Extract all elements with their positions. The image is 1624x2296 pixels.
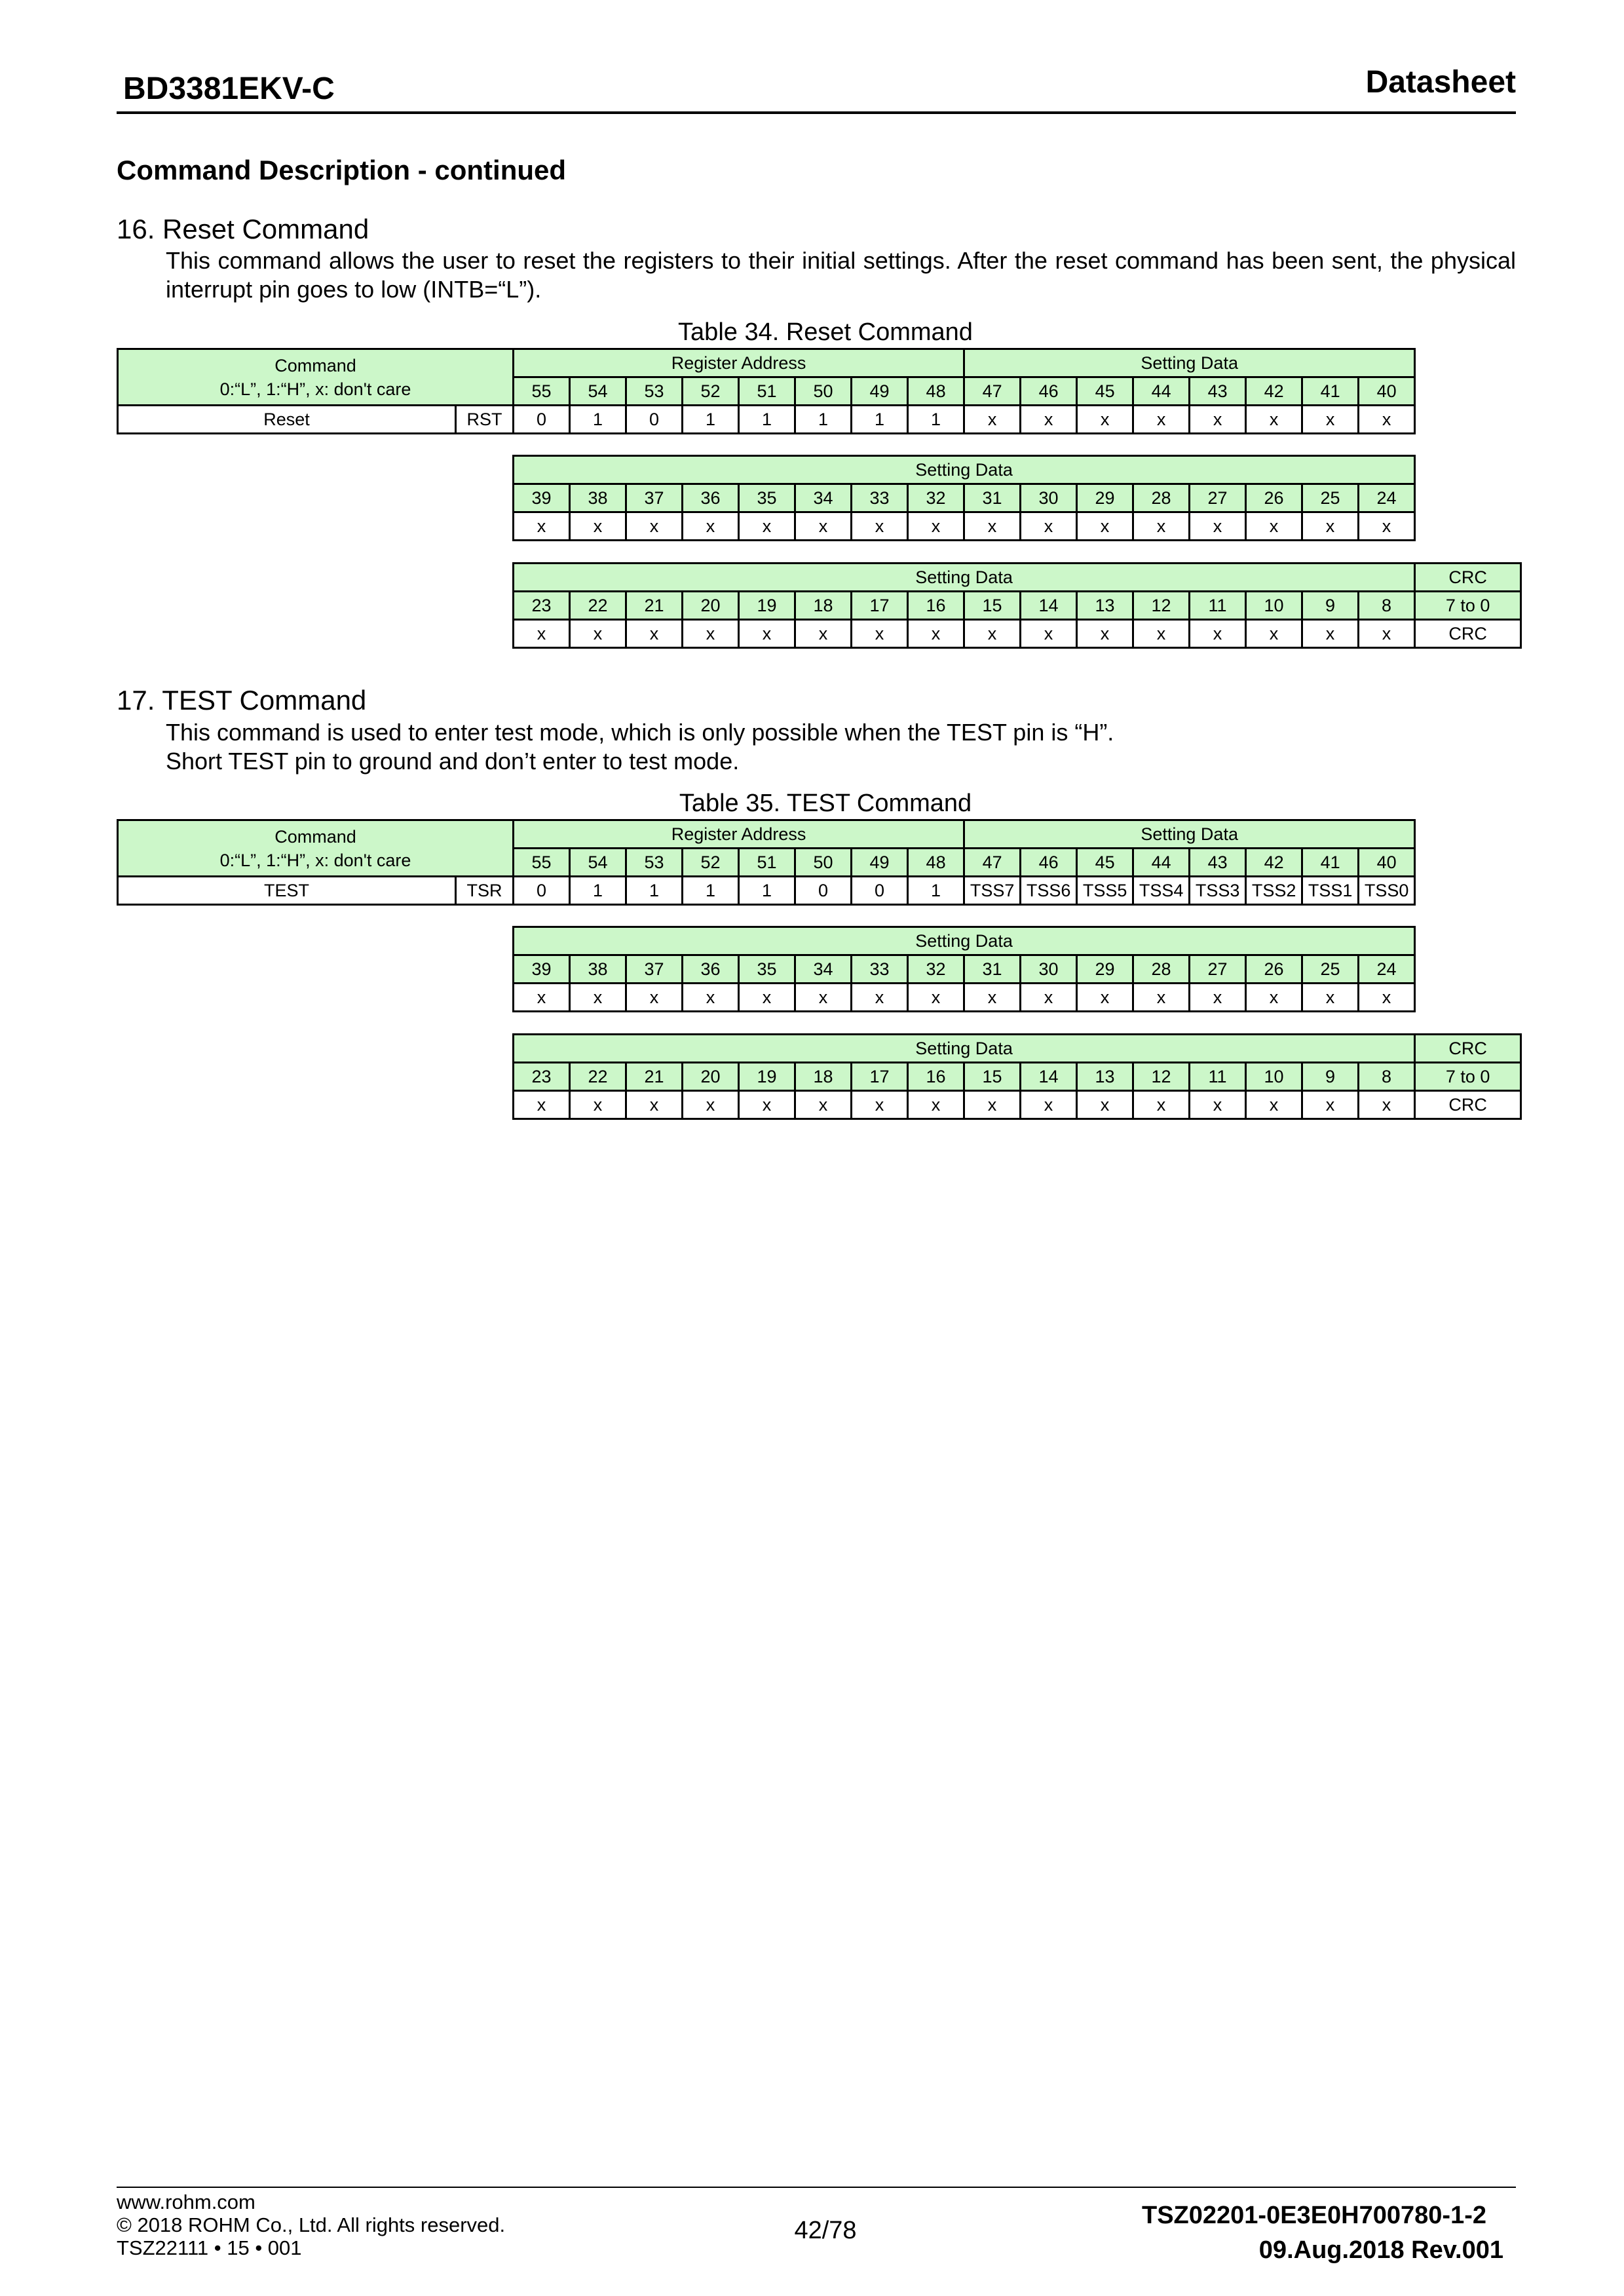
bit-number: 41 [1302,377,1359,406]
bit-value: 0 [514,406,570,434]
bit-value: x [908,620,964,648]
bit-value: x [1077,1091,1133,1119]
bit-number: 34 [795,955,852,984]
bit-number: 54 [570,377,626,406]
register-address-header: Register Address [514,349,964,377]
bit-number: 44 [1133,849,1190,877]
bit-number: 35 [739,484,795,512]
bit-number: 36 [683,484,739,512]
bit-value: 1 [570,877,626,905]
bit-number: 21 [626,592,683,620]
bit-number: 12 [1133,592,1190,620]
bit-number: 23 [514,592,570,620]
crc-bit-range: 7 to 0 [1415,1063,1521,1091]
bit-value: x [852,984,908,1012]
bit-number: 16 [908,592,964,620]
bit-number: 37 [626,955,683,984]
bit-number: 41 [1302,849,1359,877]
bit-value: 1 [626,877,683,905]
bit-value: x [908,1091,964,1119]
test-setting-data-table-1 [512,926,1416,1012]
bit-value: x [626,1091,683,1119]
crc-value: CRC [1415,1091,1521,1119]
bit-number: 43 [1190,377,1246,406]
bit-number: 51 [739,849,795,877]
bit-value-row [514,1091,1521,1119]
reset-heading: 16. Reset Command [117,214,369,244]
footer-website[interactable]: www.rohm.com [117,2191,255,2213]
test-table-caption: Table 35. TEST Command [679,790,972,817]
bit-value: x [1246,984,1302,1012]
bit-number: 51 [739,377,795,406]
bit-value: 1 [795,406,852,434]
bit-value: x [1302,620,1359,648]
bit-value: 1 [683,406,739,434]
bit-value: x [570,620,626,648]
revision: 09.Aug.2018 Rev.001 [1258,2236,1503,2264]
bit-value: 1 [739,877,795,905]
reset-setting-data-crc-table [512,562,1522,649]
test-setting-data-crc-table [512,1033,1522,1120]
bit-number-row [514,1063,1521,1091]
bit-number: 53 [626,849,683,877]
bit-number: 32 [908,955,964,984]
bit-value: 1 [683,877,739,905]
command-header: Command 0:“L”, 1:“H”, x: don't care [118,820,514,877]
bit-value: x [570,1091,626,1119]
bit-number: 55 [514,849,570,877]
bit-value: 0 [626,406,683,434]
bit-number: 52 [683,849,739,877]
bit-value-row [514,512,1415,541]
bit-number: 19 [739,592,795,620]
bit-number: 25 [1302,484,1359,512]
setting-data-header: Setting Data [514,456,1415,484]
bit-number-row [514,592,1521,620]
test-body-line-1: This command is used to enter test mode, which is only possible when the TEST pin is “H”. [166,719,1114,746]
document-number: TSZ02201-0E3E0H700780-1-2 [1141,2202,1486,2229]
bit-value: TSS2 [1246,877,1302,905]
bit-number: 48 [908,849,964,877]
bit-number: 27 [1190,955,1246,984]
footer-copyright: © 2018 ROHM Co., Ltd. All rights reserved. [117,2213,506,2236]
bit-number: 29 [1077,484,1133,512]
setting-data-header: Setting Data [514,927,1415,955]
bit-number: 9 [1302,592,1359,620]
bit-number: 21 [626,1063,683,1091]
bit-number: 55 [514,377,570,406]
bit-value: x [683,1091,739,1119]
bit-value: x [1021,984,1077,1012]
bit-value: x [1133,406,1190,434]
bit-number: 54 [570,849,626,877]
bit-value: 1 [570,406,626,434]
test-body-line-2: Short TEST pin to ground and don’t enter to test mode. [166,748,740,775]
footer-rule [117,2187,1516,2188]
bit-number: 10 [1246,1063,1302,1091]
command-name: TEST [118,877,456,905]
bit-number: 52 [683,377,739,406]
bit-value-row [118,406,1415,434]
bit-value-row [514,984,1415,1012]
bit-number: 17 [852,592,908,620]
setting-data-header: Setting Data [964,349,1415,377]
bit-number: 15 [964,1063,1021,1091]
bit-number: 46 [1021,377,1077,406]
bit-value: x [1077,406,1133,434]
bit-value: x [1190,406,1246,434]
setting-data-header: Setting Data [514,1035,1415,1063]
bit-value: x [626,512,683,541]
bit-value: x [1359,984,1415,1012]
bit-number: 49 [852,377,908,406]
bit-value: x [1246,620,1302,648]
command-code: RST [456,406,514,434]
bit-value: x [683,512,739,541]
bit-value: TSS3 [1190,877,1246,905]
bit-value: 0 [795,877,852,905]
bit-number: 32 [908,484,964,512]
bit-number: 26 [1246,955,1302,984]
bit-number: 33 [852,484,908,512]
command-code: TSR [456,877,514,905]
bit-value: x [626,620,683,648]
bit-value: TSS6 [1021,877,1077,905]
setting-data-header: Setting Data [514,564,1415,592]
bit-number: 46 [1021,849,1077,877]
bit-value: x [1359,406,1415,434]
bit-value: 0 [852,877,908,905]
bit-value: x [1190,512,1246,541]
bit-value: x [1021,620,1077,648]
bit-number: 23 [514,1063,570,1091]
bit-value: x [1021,1091,1077,1119]
bit-number: 13 [1077,592,1133,620]
bit-number: 22 [570,1063,626,1091]
bit-value: x [570,512,626,541]
bit-number: 20 [683,592,739,620]
bit-number: 24 [1359,955,1415,984]
page-number: 42/78 [794,2217,857,2244]
bit-value: x [739,512,795,541]
reset-command-table [117,348,1416,434]
bit-number: 45 [1077,377,1133,406]
bit-value: x [795,512,852,541]
bit-value: TSS0 [1359,877,1415,905]
bit-number: 43 [1190,849,1246,877]
bit-value: x [1302,984,1359,1012]
bit-value: x [739,620,795,648]
bit-number: 18 [795,1063,852,1091]
bit-number: 8 [1359,1063,1415,1091]
bit-number: 50 [795,849,852,877]
bit-value: TSS1 [1302,877,1359,905]
bit-number: 49 [852,849,908,877]
bit-number: 31 [964,484,1021,512]
bit-number: 39 [514,955,570,984]
bit-number: 12 [1133,1063,1190,1091]
crc-bit-range: 7 to 0 [1415,592,1521,620]
bit-number: 9 [1302,1063,1359,1091]
bit-value: x [852,620,908,648]
bit-number: 44 [1133,377,1190,406]
reset-table-caption: Table 34. Reset Command [678,318,973,346]
bit-value: TSS5 [1077,877,1133,905]
bit-value: x [795,984,852,1012]
bit-value-row [118,877,1415,905]
bit-value: 1 [908,877,964,905]
bit-value: TSS4 [1133,877,1190,905]
crc-header: CRC [1415,564,1521,592]
bit-number: 40 [1359,849,1415,877]
bit-value: 1 [739,406,795,434]
crc-header: CRC [1415,1035,1521,1063]
bit-number: 39 [514,484,570,512]
bit-number: 22 [570,592,626,620]
bit-value: x [1190,620,1246,648]
bit-number: 26 [1246,484,1302,512]
bit-value: x [570,984,626,1012]
bit-number: 11 [1190,1063,1246,1091]
bit-value: x [908,984,964,1012]
bit-value: x [1302,406,1359,434]
bit-value: x [964,406,1021,434]
bit-value: x [795,1091,852,1119]
bit-number: 47 [964,849,1021,877]
register-address-header: Register Address [514,820,964,849]
bit-value: x [964,1091,1021,1119]
bit-number: 13 [1077,1063,1133,1091]
crc-value: CRC [1415,620,1521,648]
bit-number: 50 [795,377,852,406]
bit-number: 29 [1077,955,1133,984]
bit-number: 11 [1190,592,1246,620]
bit-number: 38 [570,955,626,984]
bit-value: x [683,984,739,1012]
bit-value: x [795,620,852,648]
bit-number: 47 [964,377,1021,406]
test-heading: 17. TEST Command [117,685,367,716]
bit-value: x [1302,1091,1359,1119]
header-rule [117,111,1516,114]
bit-value: x [1302,512,1359,541]
bit-number: 34 [795,484,852,512]
bit-number: 36 [683,955,739,984]
bit-number: 25 [1302,955,1359,984]
part-number: BD3381EKV-C [123,71,335,106]
test-command-table [117,819,1416,906]
bit-number: 19 [739,1063,795,1091]
bit-number: 35 [739,955,795,984]
bit-value: x [1077,620,1133,648]
bit-number: 31 [964,955,1021,984]
bit-number: 28 [1133,955,1190,984]
bit-number: 27 [1190,484,1246,512]
bit-value: x [1359,620,1415,648]
bit-value: x [514,1091,570,1119]
bit-number-row [514,484,1415,512]
bit-value: x [1021,512,1077,541]
bit-value: x [908,512,964,541]
bit-number: 10 [1246,592,1302,620]
bit-value: TSS7 [964,877,1021,905]
bit-number: 40 [1359,377,1415,406]
bit-number: 17 [852,1063,908,1091]
bit-value: x [514,620,570,648]
section-title: Command Description - continued [117,155,567,185]
bit-number: 42 [1246,849,1302,877]
bit-value: x [1021,406,1077,434]
bit-value: x [1133,984,1190,1012]
bit-value: 1 [908,406,964,434]
bit-value: x [1359,1091,1415,1119]
reset-body: This command allows the user to reset the registers to their initial settings. After the reset command has been sent, the physical interrupt pin goes to low (INTB=“L”). [166,247,1516,303]
bit-value: x [1133,512,1190,541]
bit-value: x [964,512,1021,541]
bit-value: x [1077,512,1133,541]
bit-number: 38 [570,484,626,512]
bit-value: x [1190,1091,1246,1119]
bit-value: x [1077,984,1133,1012]
footer-form-code: TSZ22111 • 15 • 001 [117,2236,302,2259]
bit-value: x [514,512,570,541]
bit-value: x [852,1091,908,1119]
bit-value: x [626,984,683,1012]
bit-number: 33 [852,955,908,984]
bit-number: 30 [1021,955,1077,984]
bit-value: x [1246,512,1302,541]
bit-value: x [964,984,1021,1012]
bit-number: 20 [683,1063,739,1091]
bit-number: 14 [1021,1063,1077,1091]
bit-value-row [514,620,1521,648]
bit-number: 48 [908,377,964,406]
bit-value: x [1359,512,1415,541]
bit-number: 16 [908,1063,964,1091]
command-header: Command 0:“L”, 1:“H”, x: don't care [118,349,514,406]
bit-number: 42 [1246,377,1302,406]
reset-setting-data-table-1 [512,455,1416,541]
bit-number: 53 [626,377,683,406]
bit-value: x [514,984,570,1012]
bit-value: x [852,512,908,541]
document-type: Datasheet [1365,65,1516,100]
bit-number: 24 [1359,484,1415,512]
bit-number: 28 [1133,484,1190,512]
bit-number: 14 [1021,592,1077,620]
bit-value: x [739,1091,795,1119]
bit-value: x [964,620,1021,648]
command-name: Reset [118,406,456,434]
bit-number: 37 [626,484,683,512]
setting-data-header: Setting Data [964,820,1415,849]
bit-number: 30 [1021,484,1077,512]
bit-number: 8 [1359,592,1415,620]
bit-number: 45 [1077,849,1133,877]
bit-value: 1 [852,406,908,434]
bit-value: x [1246,406,1302,434]
bit-number-row [514,955,1415,984]
bit-value: x [739,984,795,1012]
bit-number: 18 [795,592,852,620]
bit-value: x [1246,1091,1302,1119]
bit-value: 0 [514,877,570,905]
bit-value: x [1133,620,1190,648]
bit-value: x [683,620,739,648]
bit-number: 15 [964,592,1021,620]
bit-value: x [1190,984,1246,1012]
bit-value: x [1133,1091,1190,1119]
